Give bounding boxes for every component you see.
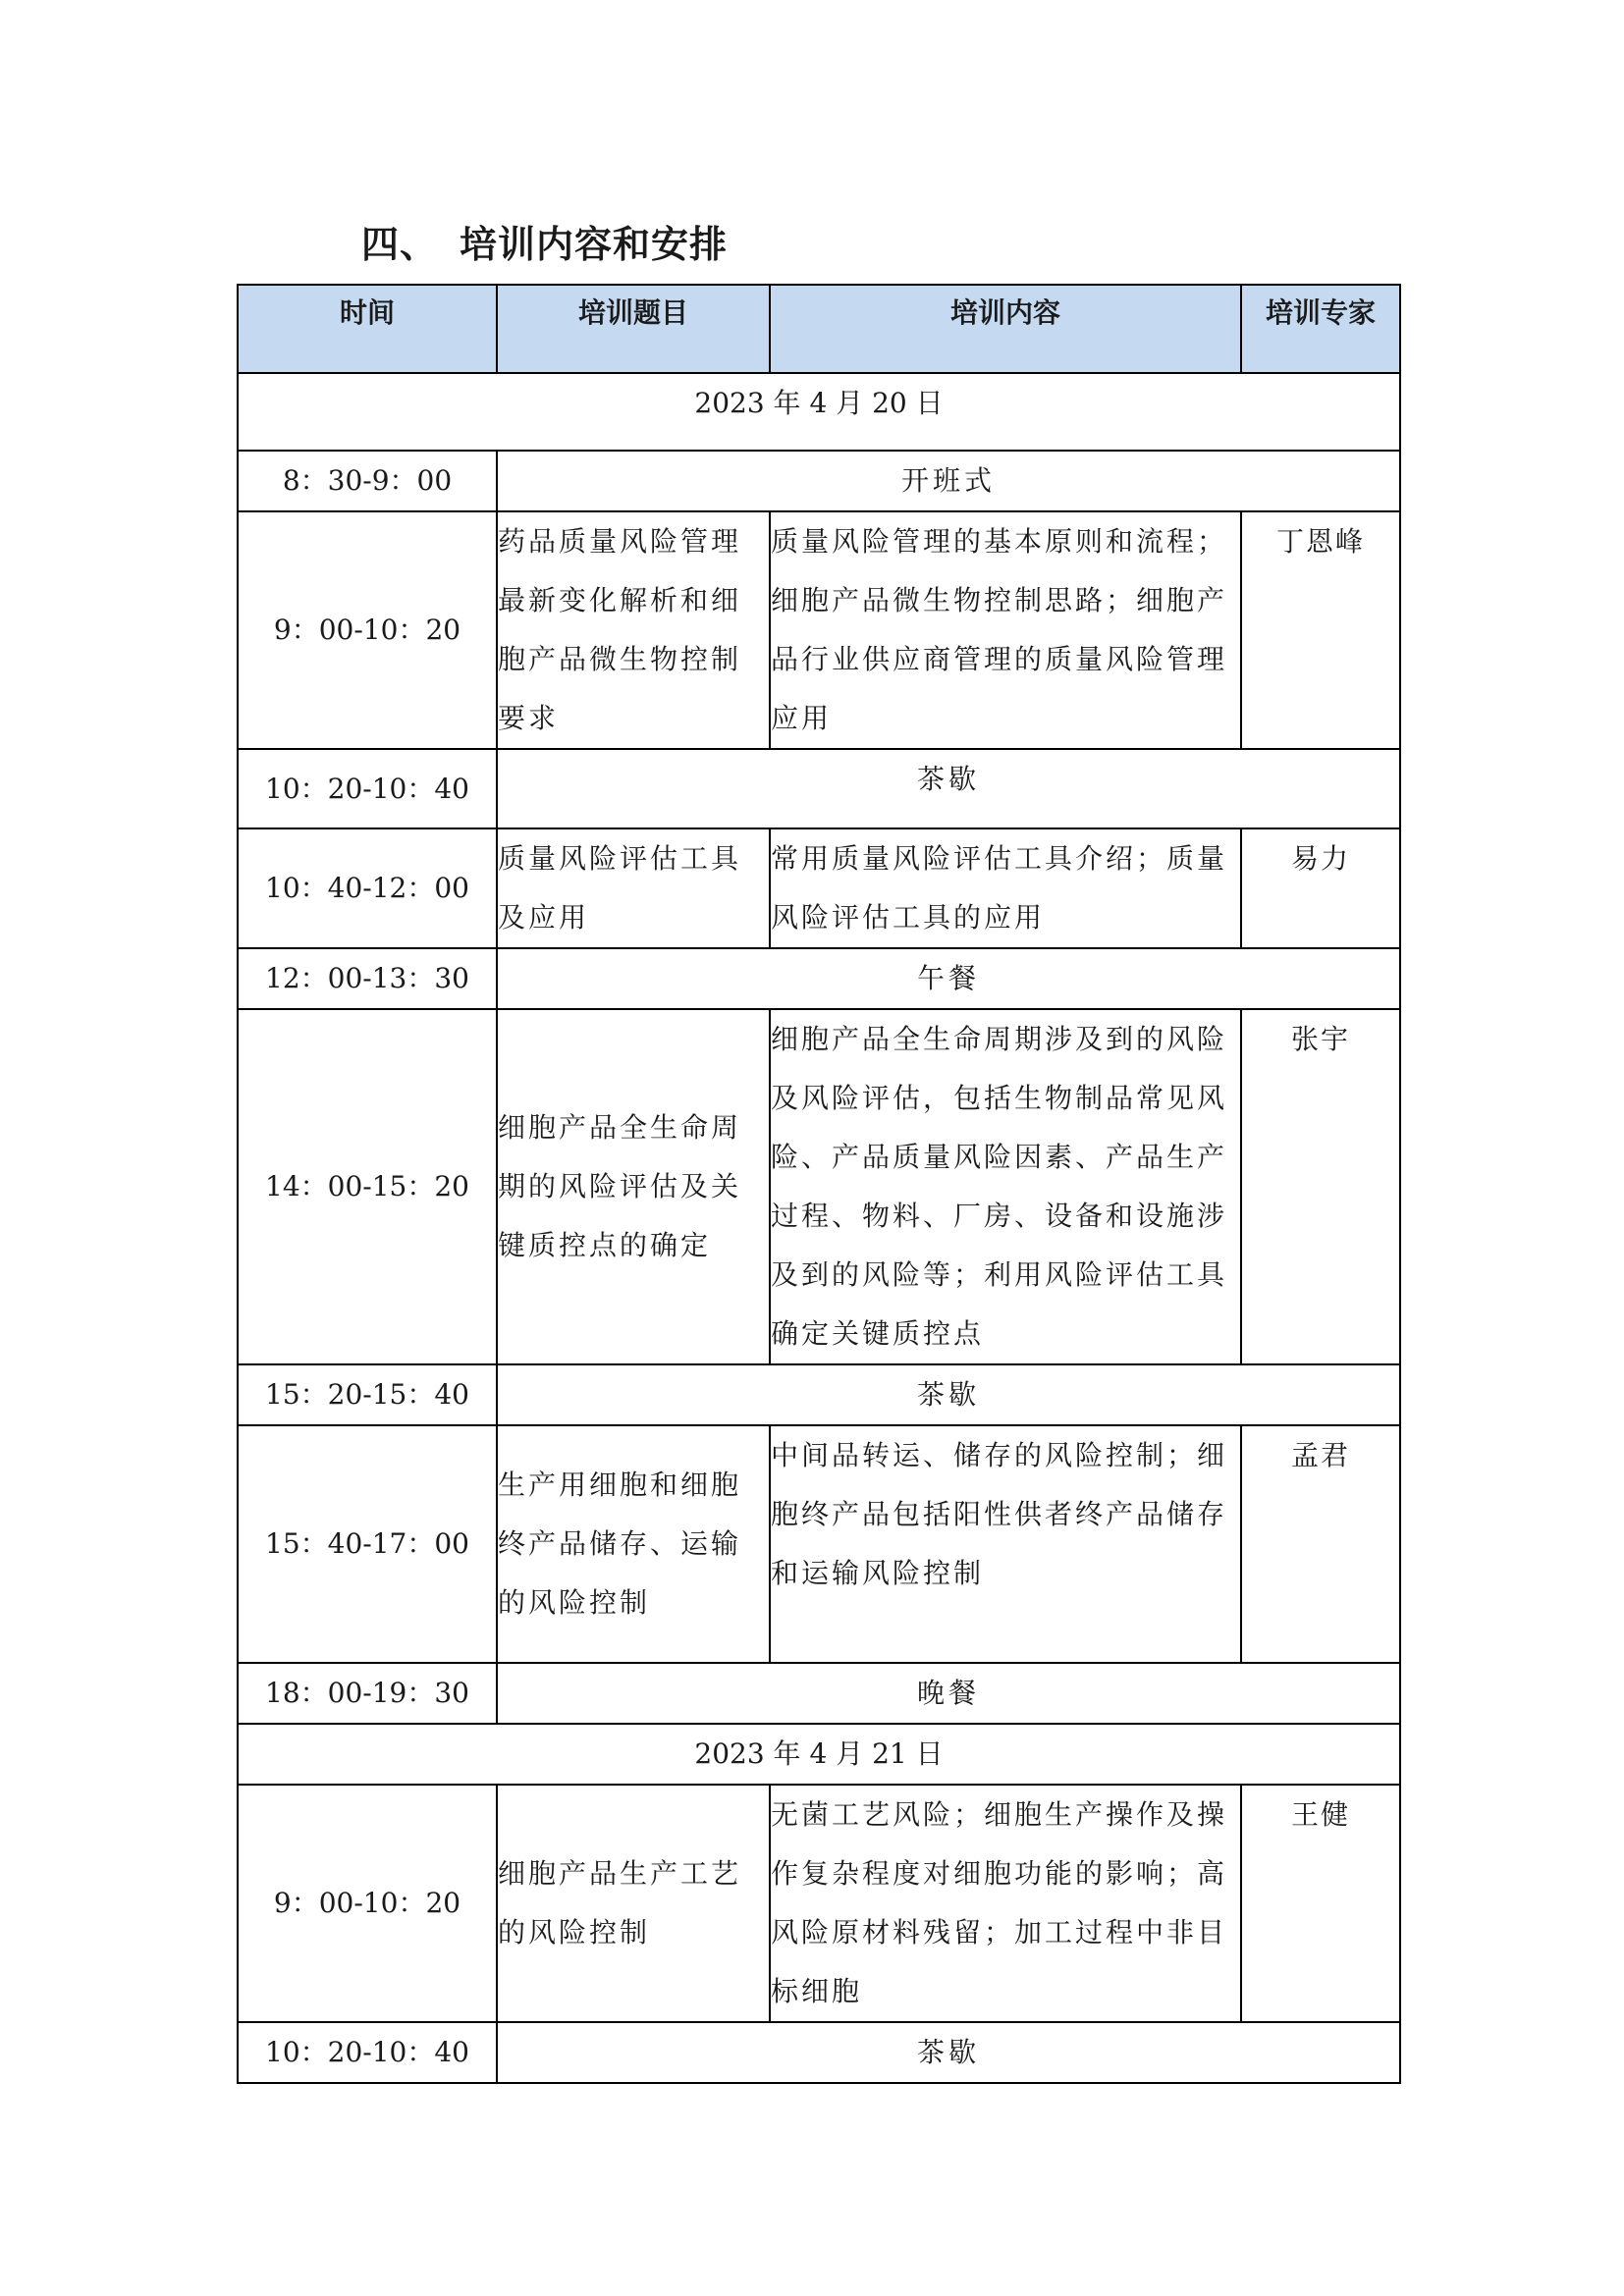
header-topic: 培训题目 xyxy=(497,285,770,373)
time-cell: 15：20-15：40 xyxy=(238,1364,497,1425)
table-row xyxy=(238,1663,1400,1724)
time-cell: 18：00-19：30 xyxy=(238,1663,497,1724)
content-cell: 中间品转运、储存的风险控制；细胞终产品包括阳性供者终产品储存和运输风险控制 xyxy=(770,1425,1241,1663)
topic-cell: 细胞产品全生命周期的风险评估及关键质控点的确定 xyxy=(497,1009,770,1364)
content-cell: 无菌工艺风险；细胞生产操作及操作复杂程度对细胞功能的影响；高风险原材料残留；加工过程中非目标细胞 xyxy=(770,1785,1241,2022)
table-row xyxy=(238,1425,1400,1663)
table-row xyxy=(238,1009,1400,1364)
topic-cell: 生产用细胞和细胞终产品储存、运输的风险控制 xyxy=(497,1425,770,1663)
time-cell: 9：00-10：20 xyxy=(238,1785,497,2022)
expert-cell: 丁恩峰 xyxy=(1241,511,1400,749)
time-cell: 9：00-10：20 xyxy=(238,511,497,749)
table-row xyxy=(238,2022,1400,2083)
date-row xyxy=(238,373,1400,451)
content-cell: 质量风险管理的基本原则和流程；细胞产品微生物控制思路；细胞产品行业供应商管理的质量风险管理应用 xyxy=(770,511,1241,749)
section-title: 培训内容和安排 xyxy=(460,223,729,266)
time-cell: 15：40-17：00 xyxy=(238,1425,497,1663)
time-cell: 10：20-10：40 xyxy=(238,2022,497,2083)
header-row xyxy=(238,285,1400,373)
event-cell: 晚餐 xyxy=(497,1663,1400,1724)
table-row xyxy=(238,948,1400,1009)
table-row xyxy=(238,511,1400,749)
table-row xyxy=(238,1785,1400,2022)
time-cell: 8：30-9：00 xyxy=(238,451,497,511)
expert-cell: 孟君 xyxy=(1241,1425,1400,1663)
date-cell: 2023 年 4 月 20 日 xyxy=(238,373,1400,451)
content-cell: 常用质量风险评估工具介绍；质量风险评估工具的应用 xyxy=(770,828,1241,948)
date-row xyxy=(238,1724,1400,1785)
event-cell: 茶歇 xyxy=(497,2022,1400,2083)
time-cell: 14：00-15：20 xyxy=(238,1009,497,1364)
topic-cell: 药品质量风险管理最新变化解析和细胞产品微生物控制要求 xyxy=(497,511,770,749)
topic-cell: 细胞产品生产工艺的风险控制 xyxy=(497,1785,770,2022)
table-row xyxy=(238,1364,1400,1425)
content-cell: 细胞产品全生命周期涉及到的风险及风险评估，包括生物制品常见风险、产品质量风险因素、产品生产过程、物料、厂房、设备和设施涉及到的风险等；利用风险评估工具确定关键质控点 xyxy=(770,1009,1241,1364)
time-cell: 10：40-12：00 xyxy=(238,828,497,948)
header-expert: 培训专家 xyxy=(1241,285,1400,373)
event-cell: 午餐 xyxy=(497,948,1400,1009)
section-heading xyxy=(361,214,728,268)
expert-cell: 张宇 xyxy=(1241,1009,1400,1364)
time-cell: 10：20-10：40 xyxy=(238,749,497,828)
table-row xyxy=(238,451,1400,511)
expert-cell: 易力 xyxy=(1241,828,1400,948)
table-row xyxy=(238,828,1400,948)
training-schedule-table xyxy=(237,284,1401,2084)
table-row xyxy=(238,749,1400,828)
header-time: 时间 xyxy=(238,285,497,373)
header-content: 培训内容 xyxy=(770,285,1241,373)
event-cell: 茶歇 xyxy=(497,1364,1400,1425)
date-cell: 2023 年 4 月 21 日 xyxy=(238,1724,1400,1785)
event-cell: 开班式 xyxy=(497,451,1400,511)
expert-cell: 王健 xyxy=(1241,1785,1400,2022)
section-number: 四、 xyxy=(361,223,439,266)
time-cell: 12：00-13：30 xyxy=(238,948,497,1009)
event-cell: 茶歇 xyxy=(497,749,1400,828)
topic-cell: 质量风险评估工具及应用 xyxy=(497,828,770,948)
